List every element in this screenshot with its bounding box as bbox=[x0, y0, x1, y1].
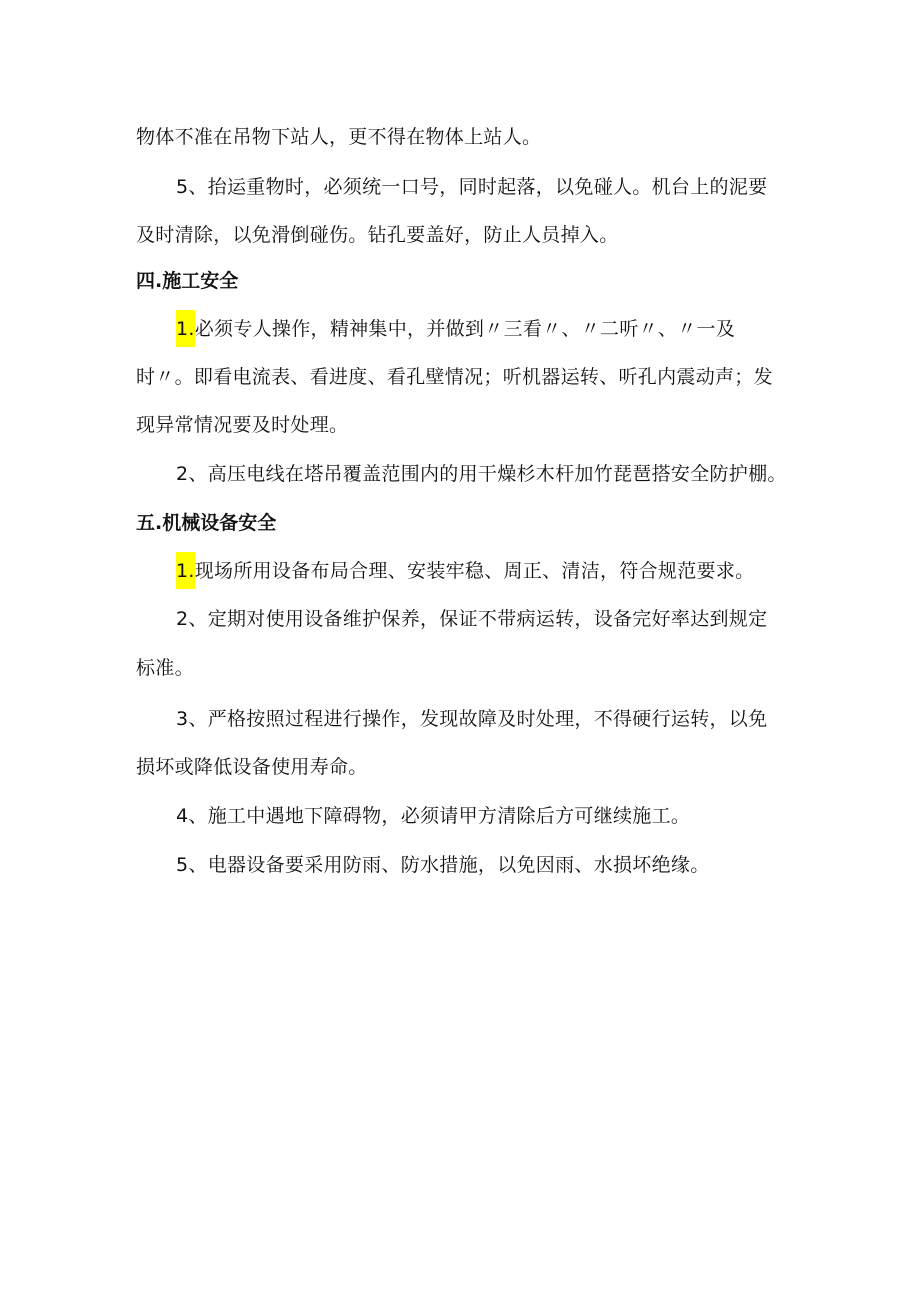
paragraph-line: 时〃。即看电流表、看进度、看孔壁情况；听机器运转、听孔内震动声；发 bbox=[136, 366, 773, 388]
highlighted-number: 1. bbox=[176, 552, 195, 589]
paragraph-line: 2、定期对使用设备维护保养，保证不带病运转，设备完好率达到规定 bbox=[176, 608, 768, 630]
paragraph-text: 必须专人操作，精神集中，并做到〃三看〃、〃二听〃、〃一及 bbox=[194, 318, 736, 340]
paragraph-line: 4、施工中遇地下障碍物，必须请甲方清除后方可继续施工。 bbox=[176, 805, 691, 827]
paragraph-line: 5、电器设备要采用防雨、防水措施，以免因雨、水损坏绝缘。 bbox=[176, 854, 710, 876]
paragraph-line bbox=[176, 316, 735, 342]
highlighted-number: 1. bbox=[176, 310, 195, 347]
paragraph-text: 现场所用设备布局合理、安装牢稳、周正、清洁，符合规范要求。 bbox=[194, 560, 755, 582]
paragraph-line: 现异常情况要及时处理。 bbox=[136, 414, 349, 436]
section-heading-equipment-safety: 五.机械设备安全 bbox=[136, 512, 277, 534]
paragraph-line bbox=[176, 558, 754, 584]
paragraph-line: 物体不准在吊物下站人，更不得在物体上站人。 bbox=[136, 126, 542, 148]
paragraph-line: 损坏或降低设备使用寿命。 bbox=[136, 756, 368, 778]
paragraph-line: 及时清除，以免滑倒碰伤。钻孔要盖好，防止人员掉入。 bbox=[136, 224, 619, 246]
paragraph-line: 3、严格按照过程进行操作，发现故障及时处理，不得硬行运转，以免 bbox=[176, 708, 768, 730]
paragraph-line: 2、高压电线在塔吊覆盖范围内的用干燥杉木杆加竹琵琶搭安全防护棚。 bbox=[176, 463, 787, 485]
paragraph-line: 5、抬运重物时，必须统一口号，同时起落，以免碰人。机台上的泥要 bbox=[176, 176, 768, 198]
paragraph-line: 标准。 bbox=[136, 657, 194, 679]
section-heading-construction-safety: 四.施工安全 bbox=[136, 270, 239, 292]
